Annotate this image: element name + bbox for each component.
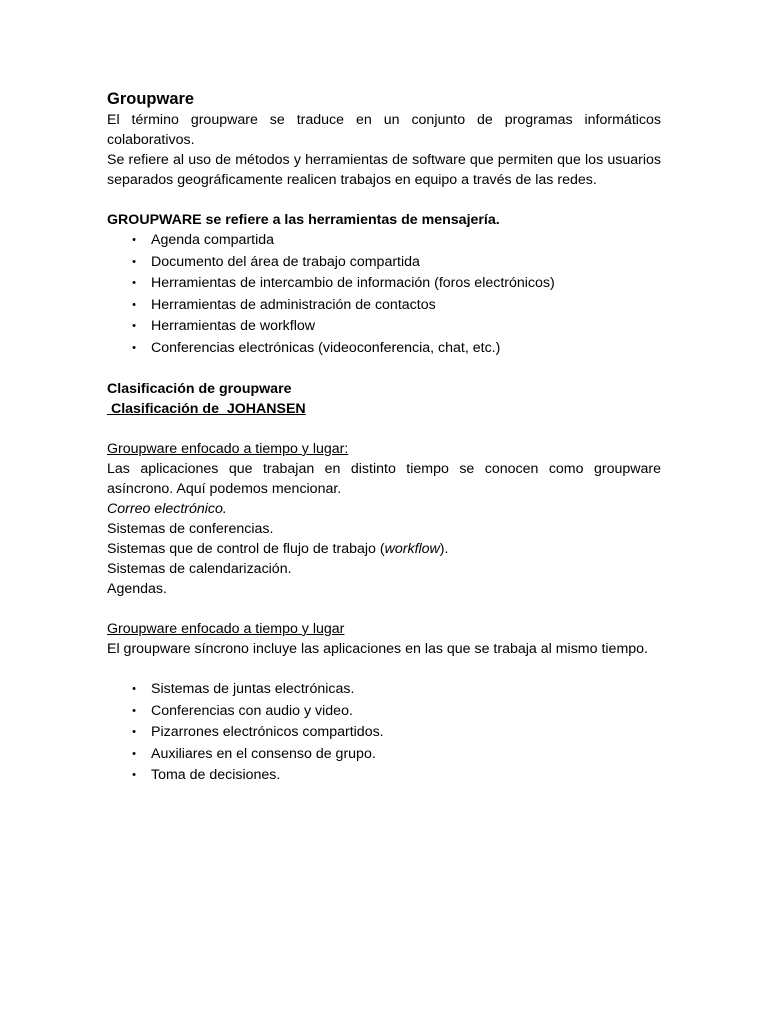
list-item-label: Pizarrones electrónicos compartidos. (151, 724, 384, 740)
list-item-label: Documento del área de trabajo compartida (151, 253, 420, 270)
list-item (107, 316, 661, 338)
list-item (107, 273, 661, 295)
workflow-text-after: ). (439, 541, 449, 557)
workflow-text-before: Sistemas que de control de flujo de trabajo ( (107, 541, 385, 557)
classification-heading: Clasificación de groupware (107, 381, 292, 397)
async-example-agendas: Agendas. (107, 581, 167, 597)
spacer (107, 599, 661, 619)
document-title: Groupware (107, 90, 195, 108)
list-item (107, 679, 661, 701)
sync-tools-list (107, 679, 661, 787)
messaging-tools-list (107, 230, 661, 359)
async-example-conferences: Sistemas de conferencias. (107, 521, 274, 537)
list-item-label: Herramientas de workflow (151, 318, 316, 334)
bullet-icon: • (132, 341, 136, 354)
bullet-icon: • (132, 277, 136, 289)
bullet-icon: • (132, 234, 136, 246)
spacer (107, 359, 661, 379)
bullet-icon: • (132, 683, 136, 695)
bullet-icon: • (132, 255, 136, 268)
johansen-classification-heading: Clasificación de JOHANSEN (107, 401, 306, 417)
async-description: Las aplicaciones que trabajan en distinto tiempo se conocen como groupware asíncrono. Aquí podemos mencionar. (107, 461, 661, 497)
section-heading-messaging: GROUPWARE se refiere a las herramientas de mensajería. (107, 212, 500, 228)
async-example-workflow (107, 539, 661, 559)
list-item (107, 744, 661, 766)
list-item (107, 701, 661, 723)
list-item-label: Herramientas de intercambio de información (foros electrónicos) (151, 275, 555, 291)
bullet-icon: • (132, 320, 136, 332)
sync-section-heading: Groupware enfocado a tiempo y lugar (107, 621, 345, 637)
spacer (107, 659, 661, 679)
async-section-heading: Groupware enfocado a tiempo y lugar: (107, 441, 349, 457)
bullet-icon: • (132, 747, 136, 760)
async-example-calendar: Sistemas de calendarización. (107, 561, 292, 577)
async-example-email: Correo electrónico. (107, 501, 227, 517)
list-item (107, 722, 661, 744)
list-item (107, 338, 661, 360)
spacer (107, 419, 661, 439)
workflow-text-italic: workflow (384, 541, 440, 557)
list-item (107, 252, 661, 274)
bullet-icon: • (132, 769, 136, 781)
list-item-label: Sistemas de juntas electrónicas. (151, 681, 355, 697)
list-item-label: Conferencias electrónicas (videoconferencia, chat, etc.) (151, 339, 501, 356)
intro-paragraph-2: Se refiere al uso de métodos y herramientas de software que permiten que los usuarios separados geográficamente realicen trabajos en equipo a través de las redes. (107, 152, 661, 188)
bullet-icon: • (132, 298, 136, 311)
list-item-label: Herramientas de administración de contactos (151, 296, 436, 313)
bullet-icon: • (132, 704, 136, 717)
sync-description: El groupware síncrono incluye las aplicaciones en las que se trabaja al mismo tiempo. (107, 641, 648, 657)
list-item-label: Auxiliares en el consenso de grupo. (151, 745, 376, 762)
list-item-label: Conferencias con audio y video. (151, 702, 353, 719)
list-item (107, 765, 661, 787)
document-page (107, 89, 661, 787)
list-item (107, 295, 661, 317)
intro-paragraph-1: El término groupware se traduce en un conjunto de programas informáticos colaborativos. (107, 112, 661, 148)
list-item (107, 230, 661, 252)
list-item-label: Agenda compartida (151, 232, 275, 248)
spacer (107, 190, 661, 210)
list-item-label: Toma de decisiones. (151, 767, 281, 783)
bullet-icon: • (132, 726, 136, 738)
